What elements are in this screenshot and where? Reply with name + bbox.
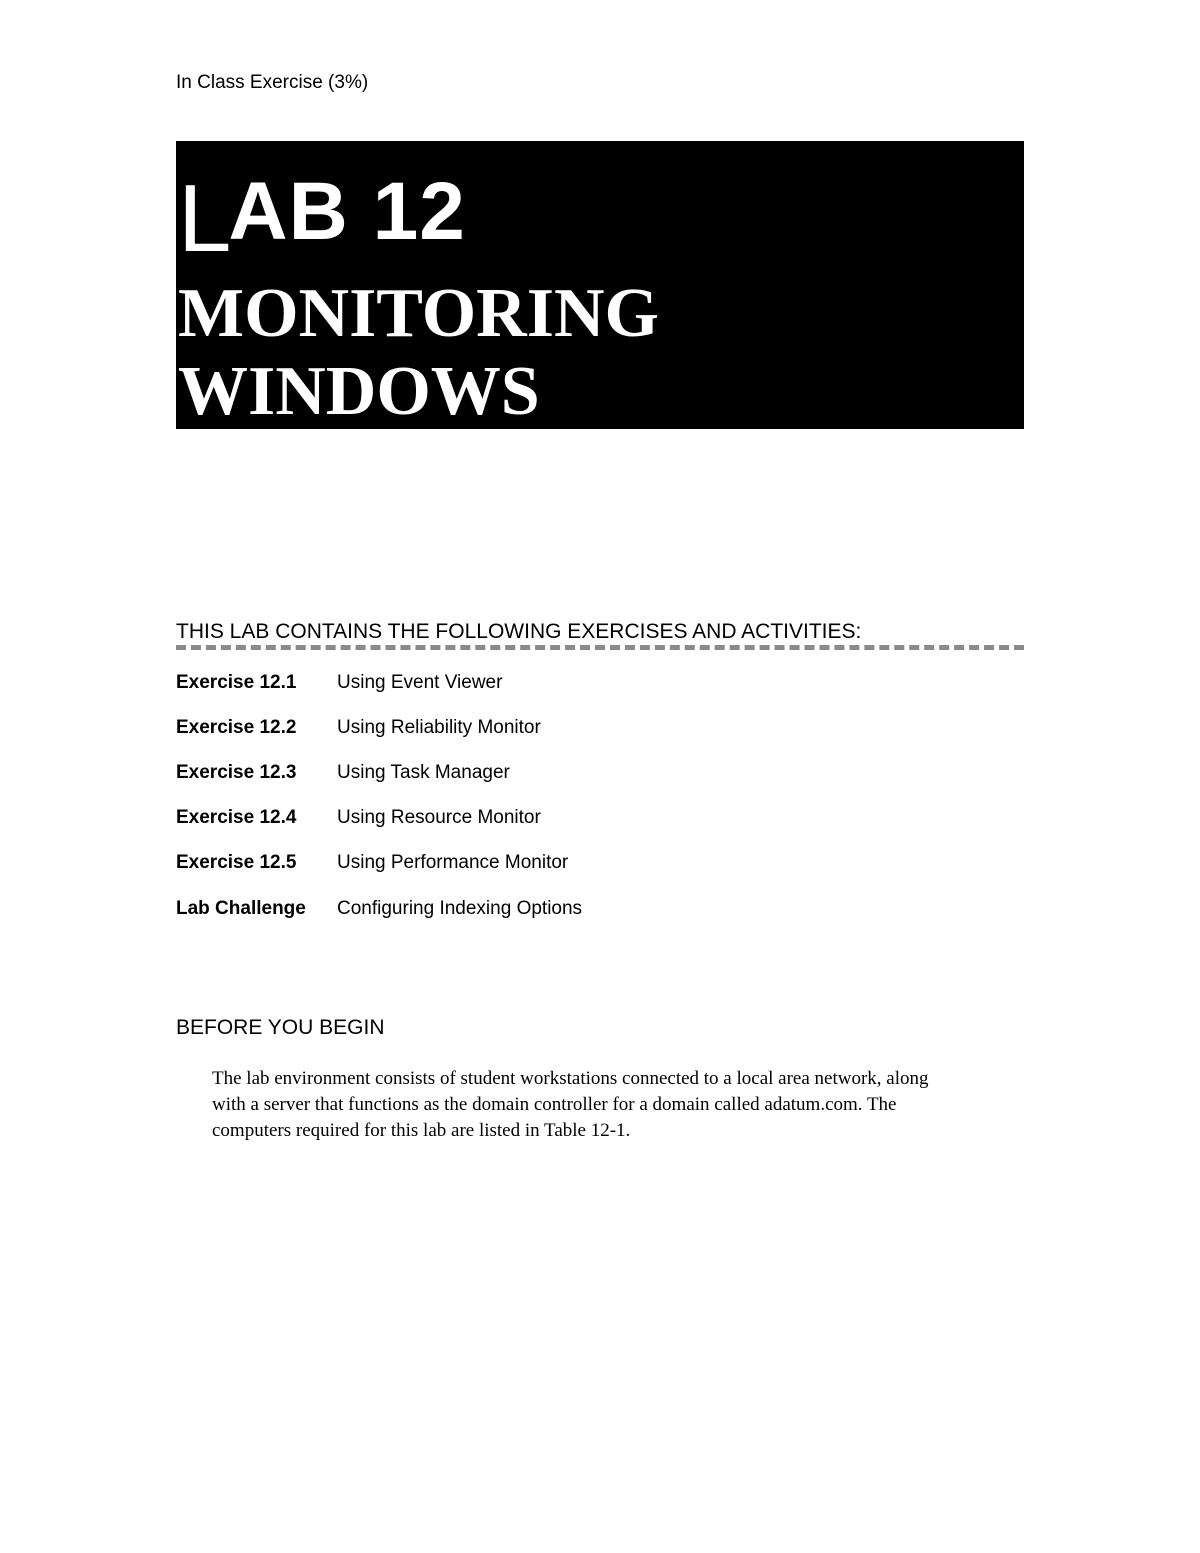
before-you-begin-heading: BEFORE YOU BEGIN [176, 1016, 385, 1039]
lab-subtitle-line-2: WINDOWS [178, 353, 540, 430]
exercises-section-heading: THIS LAB CONTAINS THE FOLLOWING EXERCISES AND ACTIVITIES: [176, 620, 862, 643]
lab-title-rest: AB 12 [228, 166, 466, 257]
exercise-label: Exercise 12.4 [176, 807, 297, 828]
lab-number-title [178, 159, 466, 272]
exercise-label: Lab Challenge [176, 898, 306, 919]
section-divider [176, 645, 1024, 650]
exercise-label: Exercise 12.5 [176, 852, 297, 873]
lab-environment-paragraph: The lab environment consists of student workstations connected to a local area network, along with a server that functions as the domain controller for a domain called adatum.com. The computers required for this lab are listed in Table 12-1. [212, 1068, 929, 1141]
exercise-title: Using Event Viewer [337, 672, 503, 693]
header-note: In Class Exercise (3%) [176, 72, 369, 93]
lab-subtitle-line-1: MONITORING [178, 275, 659, 352]
exercise-title: Using Reliability Monitor [337, 717, 541, 738]
exercise-label: Exercise 12.3 [176, 762, 297, 783]
exercise-title: Using Resource Monitor [337, 807, 541, 828]
exercise-label: Exercise 12.2 [176, 717, 297, 738]
exercise-label: Exercise 12.1 [176, 672, 297, 693]
lab-title-banner [176, 141, 1024, 429]
exercise-title: Configuring Indexing Options [337, 898, 583, 919]
exercise-title: Using Task Manager [337, 762, 510, 783]
lab-title-initial: L [178, 165, 233, 272]
exercise-title: Using Performance Monitor [337, 852, 569, 873]
